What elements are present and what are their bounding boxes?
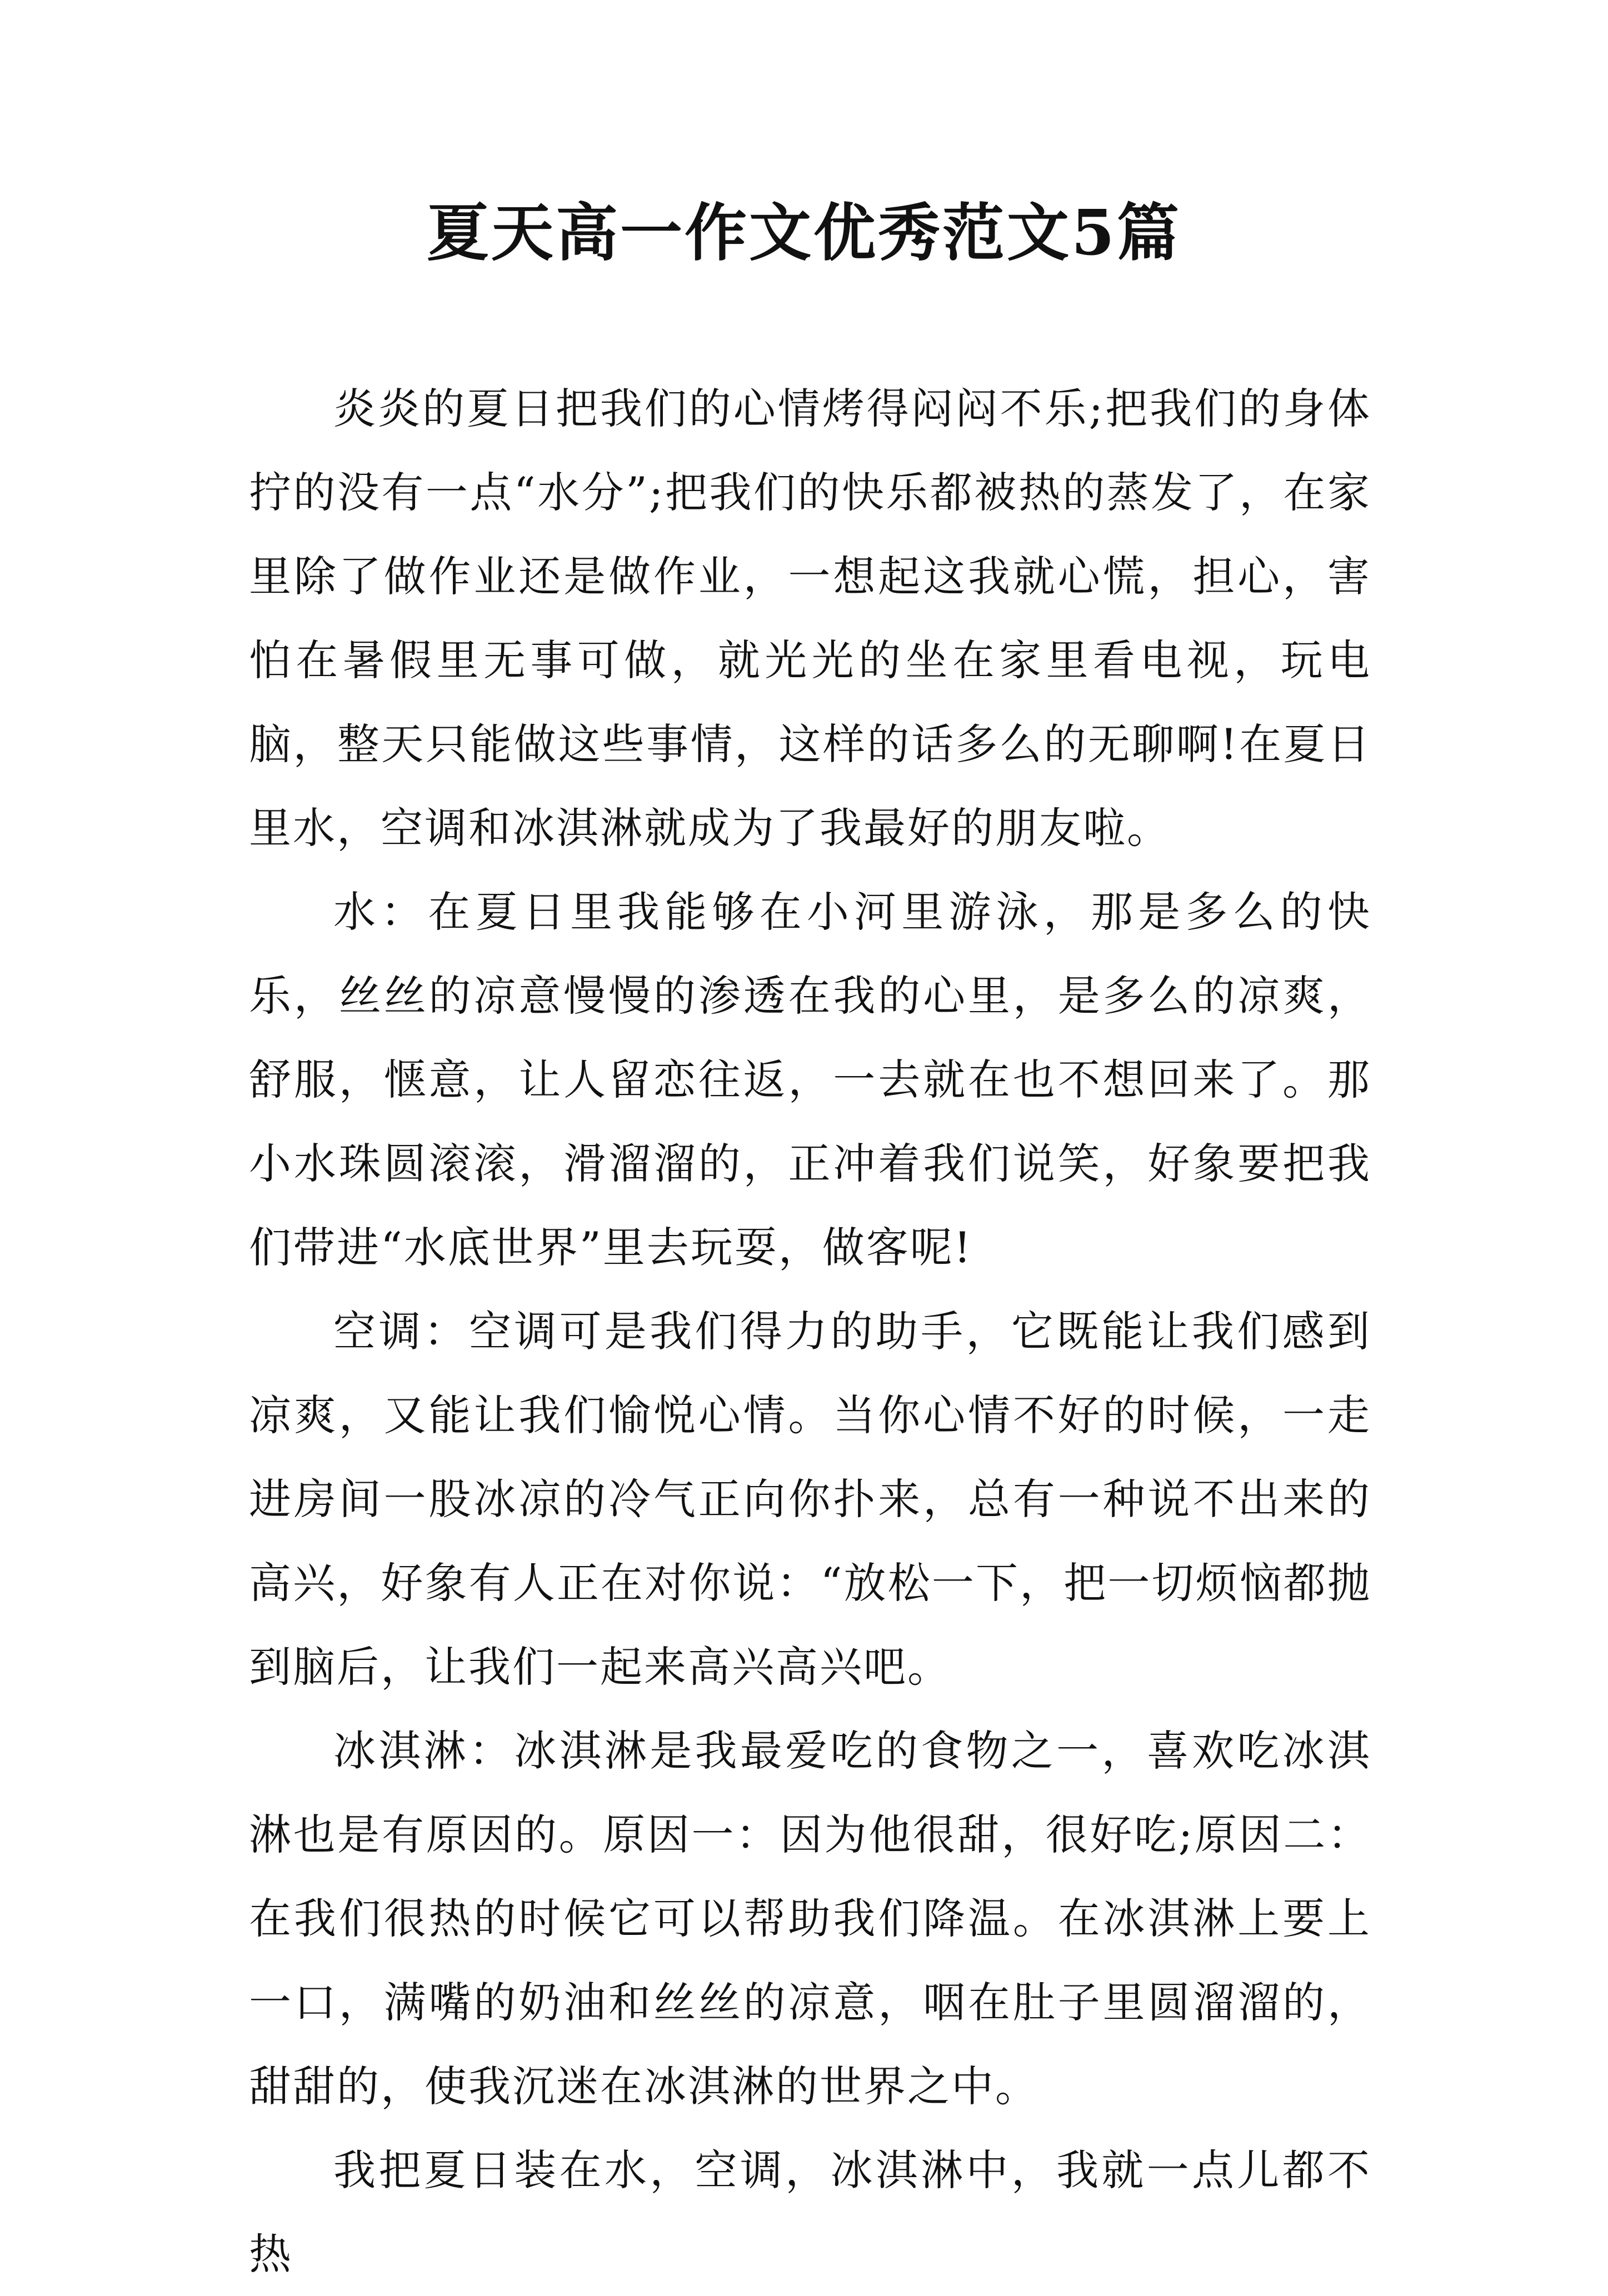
paragraph-ice-cream: 冰淇淋：冰淇淋是我最爱吃的食物之一，喜欢吃冰淇淋也是有原因的。原因一：因为他很甜，很好吃;原因二：在我们很热的时候它可以帮助我们降温。在冰淇淋上要上一口，满嘴的奶油和丝丝的凉意，咽在肚子里圆溜溜的，甜甜的，使我沉迷在冰淇淋的世界之中。	[249, 1726, 1371, 2111]
paragraph-air-conditioner: 空调：空调可是我们得力的助手，它既能让我们感到凉爽，又能让我们愉悦心情。当你心情不好的时候，一走进房间一股冰凉的冷气正向你扑来，总有一种说不出来的高兴，好象有人正在对你说：“放松一下，把一切烦恼都抛到脑后，让我们一起来高兴高兴吧。	[249, 1307, 1371, 1692]
document-title: 夏天高一作文优秀范文5篇	[427, 197, 1181, 269]
paragraph-intro: 炎炎的夏日把我们的心情烤得闷闷不乐;把我们的身体拧的没有一点“水分”;把我们的快乐都被热的蒸发了，在家里除了做作业还是做作业，一想起这我就心慌，担心，害怕在暑假里无事可做，就光光的坐在家里看电视，玩电脑，整天只能做这些事情，这样的话多么的无聊啊!在夏日里水，空调和冰淇淋就成为了我最好的朋友啦。	[249, 384, 1371, 853]
document-body	[249, 367, 1371, 2296]
paragraph-conclusion: 我把夏日装在水，空调，冰淇淋中，我就一点儿都不热	[249, 2145, 1371, 2279]
paragraph-water: 水：在夏日里我能够在小河里游泳，那是多么的快乐，丝丝的凉意慢慢的渗透在我的心里，是多么的凉爽，舒服，惬意，让人留恋往返，一去就在也不想回来了。那小水珠圆滚滚，滑溜溜的，正冲着我们说笑，好象要把我们带进“水底世界”里去玩耍，做客呢!	[249, 887, 1371, 1272]
